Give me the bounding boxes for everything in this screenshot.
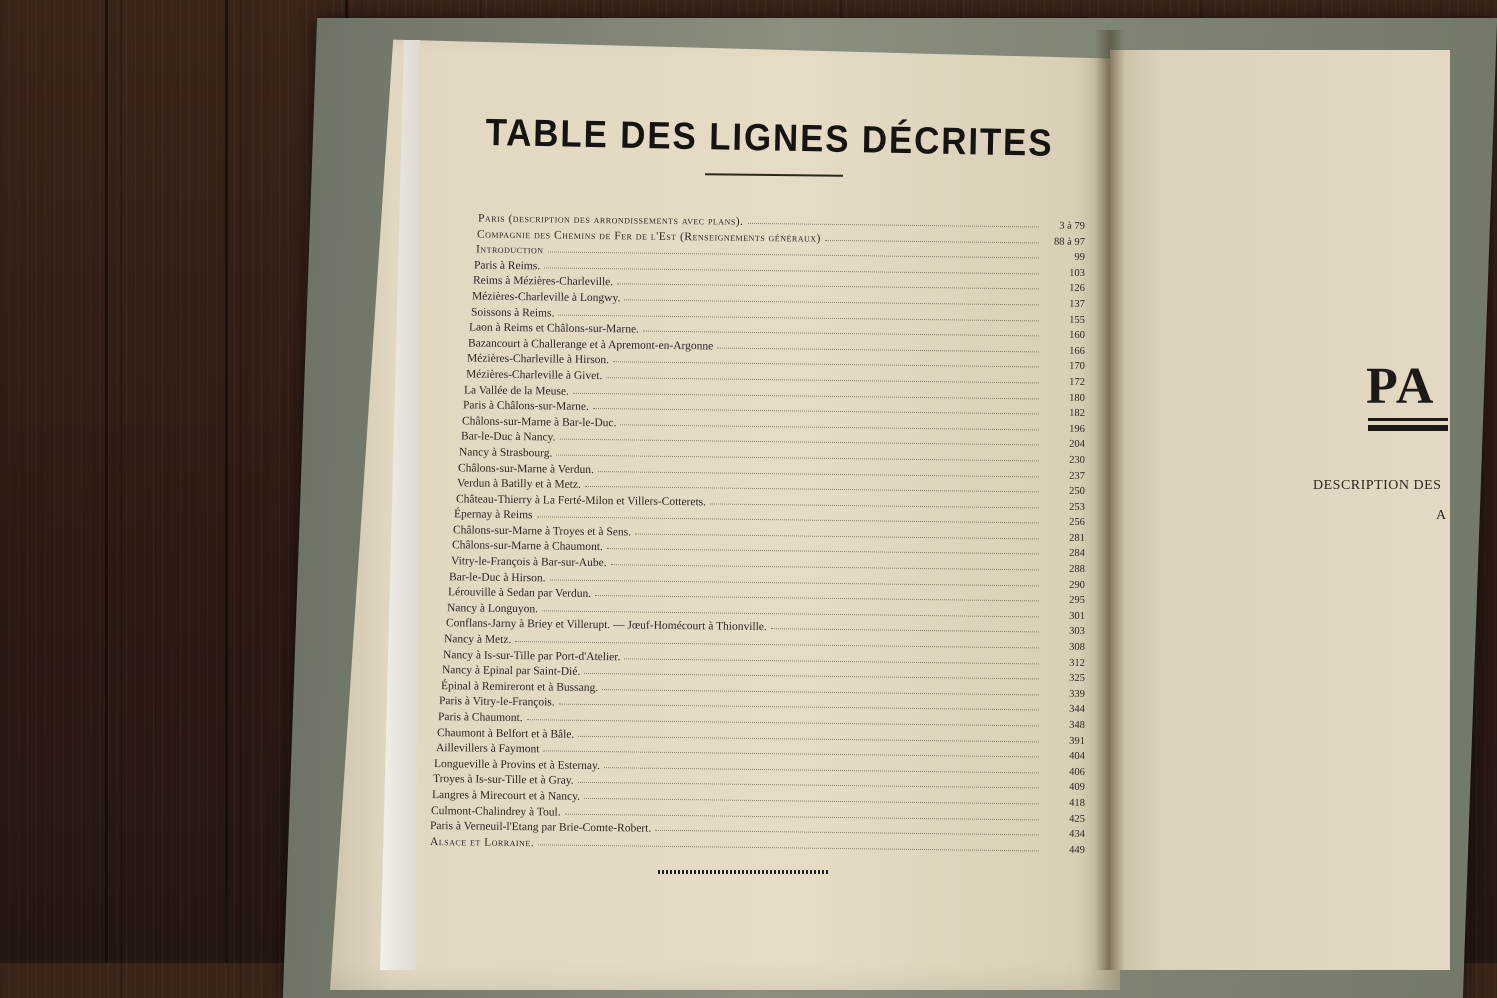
toc-entry: Nancy à Longuyon.	[446, 601, 539, 615]
table-of-contents	[429, 212, 1086, 856]
toc-entry: Reims à Mézières-Charleville.	[472, 274, 614, 289]
toc-page-number: 348	[1069, 719, 1086, 731]
floor-seam	[225, 0, 228, 963]
toc-entry: Nancy à Epinal par Saint-Dié.	[441, 663, 581, 678]
toc-entry: Paris à Vitry-le-François.	[438, 695, 555, 709]
toc-page-number: 425	[1069, 812, 1086, 825]
toc-entry: Vitry-le-François à Bar-sur-Aube.	[450, 554, 607, 569]
toc-page-number: 406	[1069, 766, 1086, 778]
leader-dots	[655, 830, 1039, 836]
toc-page-number: 172	[1069, 376, 1086, 388]
right-page-title: PA	[1366, 358, 1436, 415]
toc-entry: Paris à Chaumont.	[437, 710, 523, 724]
toc-page-number: 290	[1069, 579, 1086, 591]
end-ornament	[658, 870, 830, 874]
toc-page-number: 103	[1069, 267, 1086, 279]
toc-page-number: 308	[1069, 641, 1086, 653]
leader-dots	[717, 347, 1039, 352]
toc-page-number: 344	[1069, 703, 1086, 716]
right-page-fragment: A	[1436, 508, 1447, 523]
toc-entry: Nancy à Is-sur-Tille par Port-d'Atelier.	[442, 648, 621, 663]
toc-entry: Châlons-sur-Marne à Chaumont.	[451, 539, 603, 554]
toc-page-number: 325	[1069, 672, 1086, 684]
toc-entry: Nancy à Strasbourg.	[458, 445, 553, 459]
toc-entry: Châlons-sur-Marne à Verdun.	[457, 461, 595, 476]
toc-entry: Bar-le-Duc à Nancy.	[460, 430, 556, 444]
toc-page-number: 196	[1069, 423, 1086, 435]
toc-entry: Bar-le-Duc à Hirson.	[448, 570, 546, 584]
leader-dots	[538, 844, 1039, 851]
toc-page-number: 155	[1069, 313, 1086, 326]
toc-entry: Culmont-Chalindrey à Toul.	[430, 804, 561, 818]
toc-entry: Troyes à Is-sur-Tille et à Gray.	[432, 773, 574, 787]
toc-page-number: 170	[1069, 360, 1086, 372]
toc-page-number: 303	[1069, 625, 1086, 638]
toc-page-number: 295	[1069, 594, 1086, 606]
book-gutter	[1095, 30, 1125, 970]
toc-page-number: 3 à 79	[1059, 220, 1086, 232]
toc-page-number: 339	[1069, 688, 1086, 700]
toc-page-number: 418	[1069, 797, 1086, 809]
leader-dots	[825, 239, 1039, 243]
toc-entry: Aillevillers à Faymont	[435, 741, 540, 756]
toc-entry: Épinal à Remireront et à Bussang.	[440, 679, 599, 694]
toc-page-number: 88 à 97	[1053, 235, 1086, 248]
page-title: TABLE DES LIGNES DÉCRITES	[485, 112, 1054, 165]
toc-entry: Nancy à Metz.	[443, 632, 512, 646]
toc-page-number: 180	[1069, 391, 1086, 404]
toc-entry: Soissons à Reims.	[470, 305, 555, 319]
toc-entry: Alsace et Lorraine.	[429, 835, 535, 849]
toc-entry: Langres à Mirecourt et à Nancy.	[431, 788, 581, 803]
toc-entry: Laon à Reims et Châlons-sur-Marne.	[468, 321, 640, 336]
toc-page-number: 404	[1069, 750, 1086, 762]
toc-entry: Mézières-Charleville à Hirson.	[466, 352, 610, 367]
toc-entry: Verdun à Batilly et à Metz.	[456, 477, 581, 491]
toc-page-number: 160	[1069, 329, 1086, 341]
toc-entry: Château-Thierry à La Ferté-Milon et Villers-Cotterets.	[455, 492, 707, 508]
toc-entry: Lérouville à Sedan par Verdun.	[447, 586, 592, 600]
toc-page-number: 166	[1069, 345, 1086, 357]
toc-entry: Paris à Reims.	[473, 258, 541, 272]
toc-page-number: 434	[1069, 828, 1086, 840]
leader-dots	[771, 628, 1039, 632]
right-page-rule	[1368, 425, 1448, 431]
toc-page-number: 230	[1069, 454, 1086, 466]
toc-page-number: 137	[1069, 298, 1086, 310]
toc-entry: Longueville à Provins et à Esternay.	[433, 757, 601, 772]
leader-dots	[748, 222, 1039, 227]
toc-page-number: 250	[1069, 485, 1086, 497]
toc-entry: Introduction	[475, 243, 544, 257]
toc-page-number: 99	[1074, 251, 1086, 263]
toc-page-number: 449	[1069, 844, 1086, 856]
toc-page-number: 301	[1069, 610, 1086, 622]
toc-entry: Bazancourt à Challerange et à Apremont-en-Argonne	[467, 336, 714, 352]
toc-entry: Mézières-Charleville à Longwy.	[471, 290, 621, 304]
toc-page-number: 182	[1069, 407, 1086, 419]
toc-page-number: 284	[1069, 547, 1086, 560]
toc-page-number: 253	[1069, 501, 1086, 513]
toc-page-number: 281	[1069, 532, 1086, 544]
toc-entry: Épernay à Reims	[453, 508, 533, 522]
toc-entry: Paris (description des arrondissements avec plans).	[477, 212, 744, 228]
toc-entry: Compagnie des Chemins de Fer de l'Est (Renseignements généraux)	[476, 227, 821, 244]
toc-page-number: 237	[1069, 469, 1086, 482]
toc-entry: Châlons-sur-Marne à Troyes et à Sens.	[452, 523, 632, 538]
toc-page-number: 126	[1069, 282, 1086, 294]
right-page	[1110, 50, 1450, 970]
leader-dots	[710, 503, 1039, 508]
toc-page-number: 204	[1069, 438, 1086, 450]
toc-page-number: 391	[1069, 734, 1086, 747]
leader-dots	[643, 330, 1039, 336]
toc-page-number: 312	[1069, 657, 1086, 669]
right-page-description: DESCRIPTION DES	[1313, 478, 1442, 493]
right-page-rule	[1368, 418, 1448, 421]
toc-entry: Paris à Châlons-sur-Marne.	[462, 399, 589, 413]
leader-dots	[624, 299, 1039, 305]
toc-entry: Chaumont à Belfort et à Bâle.	[436, 726, 575, 740]
toc-page-number: 288	[1069, 563, 1086, 575]
toc-entry: Paris à Verneuil-l'Etang par Brie-Comte-Robert.	[429, 819, 652, 835]
toc-page-number: 256	[1069, 516, 1086, 528]
toc-page-number: 409	[1069, 781, 1086, 793]
toc-entry: Conflans-Jarny à Briey et Villerupt. — Jœuf-Homécourt à Thionville.	[445, 617, 767, 634]
toc-entry: Mézières-Charleville à Givet.	[465, 367, 603, 382]
toc-entry: La Vallée de la Meuse.	[463, 383, 569, 397]
toc-entry: Châlons-sur-Marne à Bar-le-Duc.	[461, 414, 617, 429]
floor-seam	[105, 0, 108, 963]
